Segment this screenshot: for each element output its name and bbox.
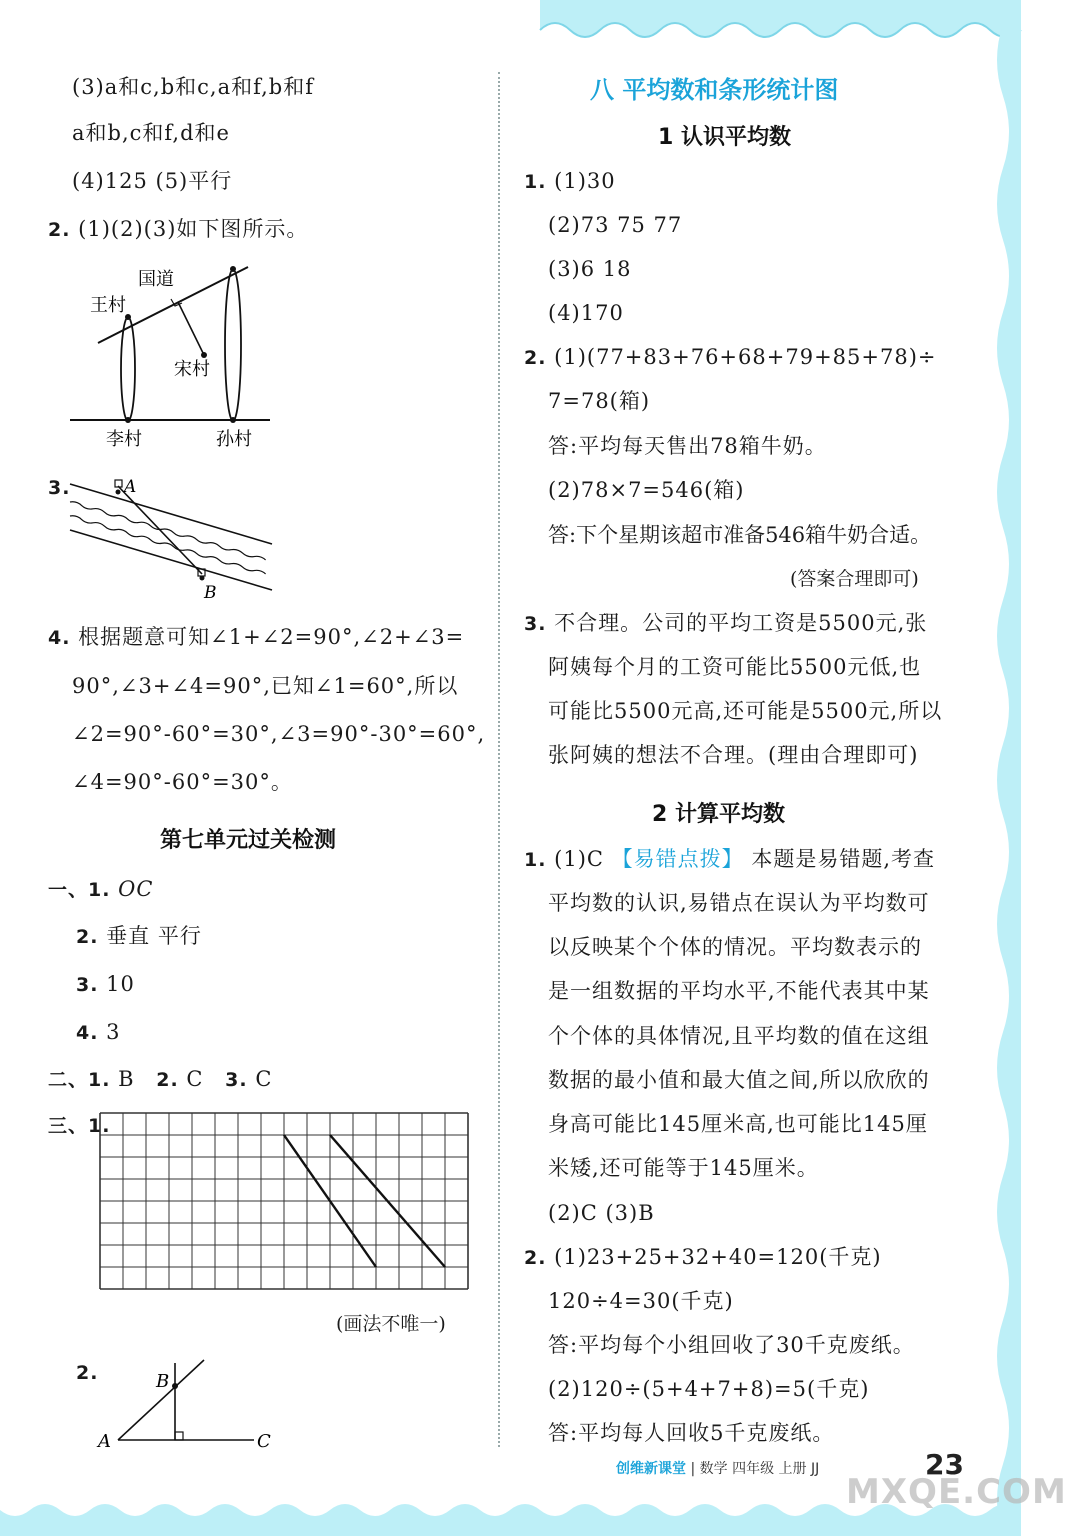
- label-song-village: 宋村: [174, 359, 210, 380]
- answer-line: (2)120÷(5+4+7+8)=5(千克): [548, 1377, 870, 1401]
- answer-line: (2)78×7=546(箱): [548, 478, 745, 502]
- question-2: [48, 214, 308, 245]
- question-3-number: 3.: [48, 477, 71, 499]
- part-1-q3: 3. 10: [76, 972, 135, 996]
- r-question-2: 2. (1)(77+83+76+68+79+85+78)÷: [524, 345, 937, 369]
- section-1-title: 1 认识平均数: [658, 125, 791, 150]
- point-a-label: A: [98, 1431, 111, 1452]
- c-question-2: 2. (1)23+25+32+40=120(千克): [524, 1245, 882, 1269]
- answer-line: 答:平均每人回收5千克废纸。: [548, 1421, 835, 1445]
- chapter-title: 八 平均数和条形统计图: [590, 76, 839, 104]
- grid-figure: [100, 1113, 470, 1291]
- answer-line: (2)C (3)B: [548, 1201, 655, 1225]
- answer-line: 身高可能比145厘米高,也可能比145厘: [548, 1112, 928, 1136]
- footer-subject: 数学: [699, 1461, 728, 1477]
- part-1-q2: 2. 垂直 平行: [76, 924, 202, 948]
- answer-line: 答:平均每天售出78箱牛奶。: [548, 434, 827, 458]
- point-b-label: B: [156, 1371, 170, 1392]
- grid-note: (画法不唯一): [336, 1313, 446, 1335]
- r-question-3: 3. 不合理。公司的平均工资是5500元,张: [524, 611, 928, 635]
- footer-brand: 创维新课堂: [616, 1461, 686, 1477]
- answer-line: (3)6 18: [548, 257, 632, 281]
- label-national-road: 国道: [138, 269, 174, 290]
- section-2-title: 2 计算平均数: [652, 802, 785, 827]
- answer-line: 数据的最小值和最大值之间,所以欣欣的: [548, 1068, 930, 1092]
- river-figure: [62, 474, 282, 604]
- error-tip-tag: 【易错点拨】: [611, 847, 744, 871]
- answer-line: 个个体的具体情况,且平均数的值在这组: [548, 1024, 930, 1048]
- label-sun-village: 孙村: [216, 429, 252, 450]
- angle-abc-figure: [94, 1355, 284, 1455]
- point-b-label: B: [204, 583, 217, 603]
- answer-line: ∠2=90°-60°=30°,∠3=90°-30°=60°,: [72, 722, 486, 746]
- question-text: (1)(2)(3)如下图所示。: [78, 217, 309, 241]
- answer-note: (答案合理即可): [790, 568, 919, 590]
- unit-7-title: 第七单元过关检测: [160, 828, 337, 853]
- answer-line: 阿姨每个月的工资可能比5500元低,也: [548, 655, 922, 679]
- part-1-q1: 一、1. OC: [48, 877, 154, 901]
- answer-line: 平均数的认识,易错点在误认为平均数可: [548, 891, 930, 915]
- part-3-q1-number: 三、1.: [48, 1115, 111, 1137]
- footer-edition: JJ: [810, 1461, 820, 1477]
- village-road-figure: [60, 255, 280, 455]
- point-c-label: C: [257, 1431, 271, 1452]
- answer-line: 120÷4=30(千克): [548, 1289, 734, 1313]
- answer-line: a和b,c和f,d和e: [72, 121, 230, 145]
- column-divider: [498, 72, 500, 1447]
- answer-line: (4)125 (5)平行: [72, 169, 233, 193]
- footer-volume: 上册: [778, 1461, 807, 1477]
- part-2-answers: 二、1. B 2. C 3. C: [48, 1067, 273, 1091]
- answer-line: 以反映某个个体的情况。平均数表示的: [548, 935, 922, 959]
- answer-line: 答:下个星期该超市准备546箱牛奶合适。: [548, 523, 932, 547]
- r-question-1: 1. (1)30: [524, 169, 616, 193]
- page-number: 23: [925, 1448, 964, 1481]
- answer-line: 可能比5500元高,还可能是5500元,所以: [548, 699, 943, 723]
- part-1-q4: 4. 3: [76, 1020, 121, 1044]
- point-a-label: A: [124, 477, 137, 497]
- c-question-1: 1. (1)C 【易错点拨】 本题是易错题,考查: [524, 847, 936, 871]
- part-3-q2-number: 2.: [76, 1362, 99, 1384]
- answer-line: (3)a和c,b和c,a和f,b和f: [72, 75, 315, 99]
- decorative-top-border: [0, 0, 1021, 48]
- watermark: MXQE.COM: [846, 1472, 1067, 1512]
- answer-line: (2)73 75 77: [548, 213, 683, 237]
- label-wang-village: 王村: [90, 295, 126, 316]
- answer-line: 90°,∠3+∠4=90°,已知∠1=60°,所以: [72, 674, 459, 698]
- question-number: 2.: [48, 219, 71, 241]
- answer-line: 是一组数据的平均水平,不能代表其中某: [548, 979, 930, 1003]
- answer-line: 答:平均每个小组回收了30千克废纸。: [548, 1333, 915, 1357]
- label-li-village: 李村: [106, 429, 142, 450]
- answer-line: (4)170: [548, 301, 624, 325]
- answer-line: 米矮,还可能等于145厘米。: [548, 1156, 819, 1180]
- footer-grade: 四年级: [732, 1461, 775, 1477]
- answer-line: ∠4=90°-60°=30°。: [72, 770, 293, 794]
- page-footer: 创维新课堂 | 数学 四年级 上册 JJ: [616, 1461, 820, 1477]
- question-4: 4. 根据题意可知∠1+∠2=90°,∠2+∠3=: [48, 625, 465, 649]
- answer-line: 7=78(箱): [548, 389, 651, 413]
- decorative-right-border: [981, 0, 1021, 1536]
- answer-line: 张阿姨的想法不合理。(理由合理即可): [548, 743, 919, 767]
